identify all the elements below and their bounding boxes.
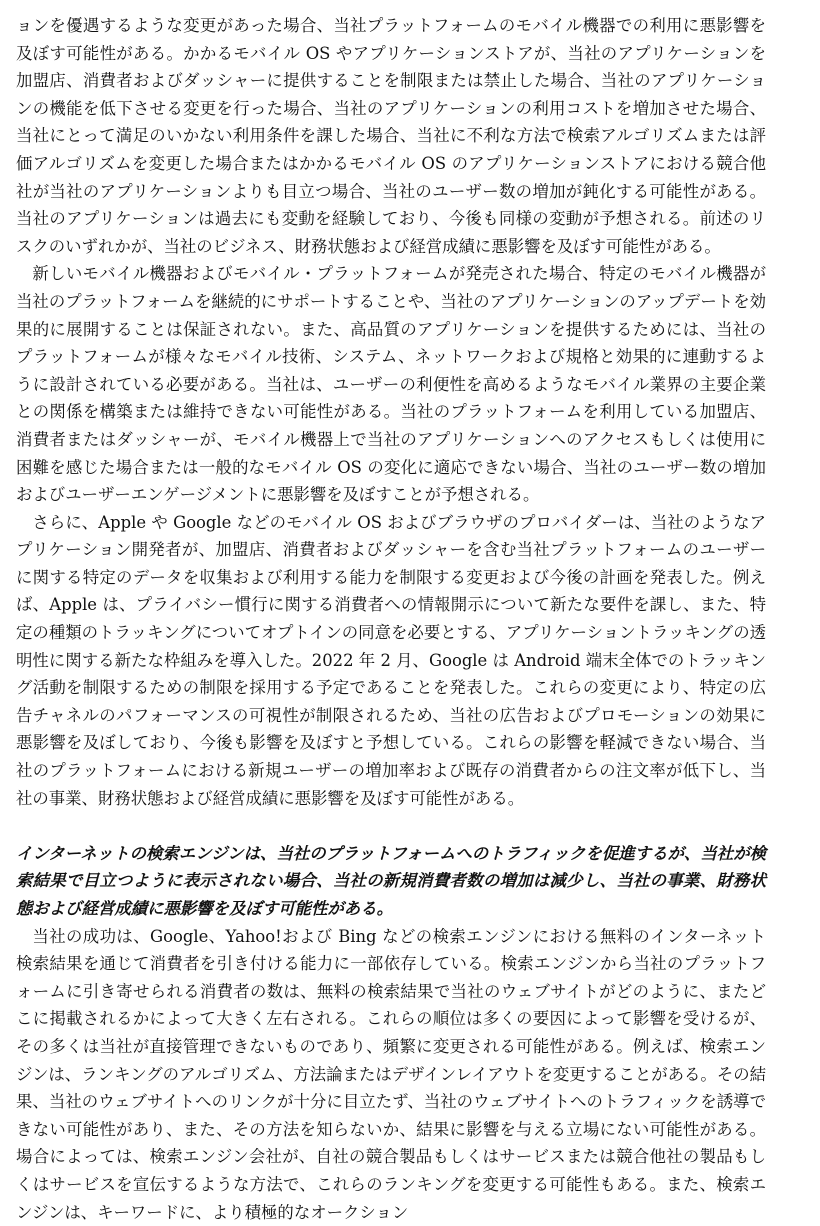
document-page bbox=[16, 12, 766, 1226]
body-paragraph-4: 当社の成功は、Google、Yahoo!および Bing などの検索エンジンにおける無料のインターネット検索結果を通じて消費者を引き付ける能力に一部依存している。検索エンジンから当社のプラットフォームに引き寄せられる消費者の数は、無料の検索結果で当社のウェブサイトがどのように、またどこに掲載されるかによって大きく左右される。これらの順位は多くの要因によって影響を受けるが、その多くは当社が直接管理できないものであり、頻繁に変更される可能性がある。例えば、検索エンジンは、ランキングのアルゴリズム、方法論またはデザインレイアウトを変更することがある。その結果、当社のウェブサイトへのリンクが十分に目立たず、当社のウェブサイトへのトラフィックを誘導できない可能性があり、また、その方法を知らないか、結果に影響を与える立場にない可能性がある。場合によっては、検索エンジン会社が、自社の競合製品もしくはサービスまたは競合他社の製品もしくはサービスを宣伝するような方法で、これらのランキングを変更する可能性もある。また、検索エンジンは、キーワードに、より積極的なオークション bbox=[16, 926, 766, 1222]
section-gap bbox=[16, 812, 766, 840]
section-heading: インターネットの検索エンジンは、当社のプラットフォームへのトラフィックを促進するが、当社が検索結果で目立つように表示されない場合、当社の新規消費者数の増加は減少し、当社の事業、財務状態および経営成績に悪影響を及ぼす可能性がある。 bbox=[16, 843, 766, 918]
body-paragraph-2: 新しいモバイル機器およびモバイル・プラットフォームが発売された場合、特定のモバイル機器が当社のプラットフォームを継続的にサポートすることや、当社のアプリケーションのアップデートを効果的に展開することは保証されない。また、高品質のアプリケーションを提供するためには、当社のプラットフォームが様々なモバイル技術、システム、ネットワークおよび規格と効果的に連動するように設計されている必要がある。当社は、ユーザーの利便性を高めるようなモバイル業界の主要企業との関係を構築または維持できない可能性がある。当社のプラットフォームを利用している加盟店、消費者またはダッシャーが、モバイル機器上で当社のアプリケーションへのアクセスもしくは使用に困難を感じた場合または一般的なモバイル OS の変化に適応できない場合、当社のユーザー数の増加およびユーザーエンゲージメントに悪影響を及ぼすことが予想される。 bbox=[16, 264, 766, 505]
body-paragraph-3: さらに、Apple や Google などのモバイル OS およびブラウザのプロバイダーは、当社のようなアプリケーション開発者が、加盟店、消費者およびダッシャーを含む当社プラットフォームのユーザーに関する特定のデータを収集および利用する能力を制限する変更および今後の計画を発表した。例えば、Apple は、プライバシー慣行に関する消費者への情報開示について新たな要件を課し、また、特定の種類のトラッキングについてオプトインの同意を必要とする、アプリケーショントラッキングの透明性に関する新たな枠組みを導入した。2022 年 2 月、Google は Android 端末全体でのトラッキング活動を制限するための制限を採用する予定であることを発表した。これらの変更により、特定の広告チャネルのパフォーマンスの可視性が制限されるため、当社の広告およびプロモーションの効果に悪影響を及ぼしており、今後も影響を及ぼすと予想している。これらの影響を軽減できない場合、当社のプラットフォームにおける新規ユーザーの増加率および既存の消費者からの注文率が低下し、当社の事業、財務状態および経営成績に悪影響を及ぼす可能性がある。 bbox=[16, 512, 766, 808]
body-paragraph-1: ョンを優遇するような変更があった場合、当社プラットフォームのモバイル機器での利用に悪影響を及ぼす可能性がある。かかるモバイル OS やアプリケーションストアが、当社のアプリケーションを加盟店、消費者およびダッシャーに提供することを制限または禁止した場合、当社のアプリケーションの機能を低下させる変更を行った場合、当社のアプリケーションの利用コストを増加させた場合、当社にとって満足のいかない利用条件を課した場合、当社に不利な方法で検索アルゴリズムまたは評価アルゴリズムを変更した場合またはかかるモバイル OS のアプリケーションストアにおける競合他社が当社のアプリケーションよりも目立つ場合、当社のユーザー数の増加が鈍化する可能性がある。当社のアプリケーションは過去にも変動を経験しており、今後も同様の変動が予想される。前述のリスクのいずれかが、当社のビジネス、財務状態および経営成績に悪影響を及ぼす可能性がある。 bbox=[16, 16, 766, 256]
